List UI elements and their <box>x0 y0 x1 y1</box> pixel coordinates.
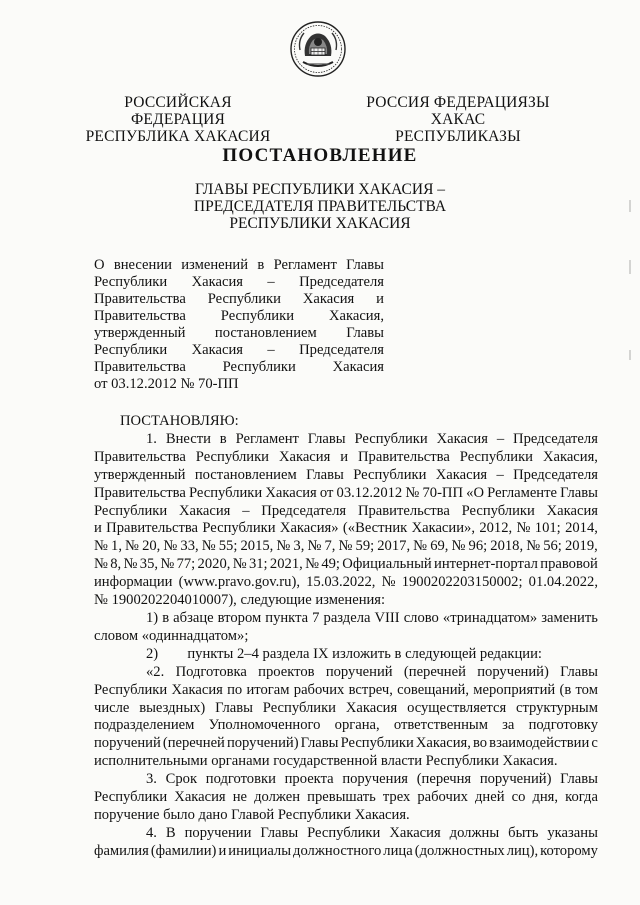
body-word: осуществляется <box>407 699 507 716</box>
body-word: 2018, <box>490 538 524 555</box>
header-right-block <box>366 94 550 145</box>
body-line <box>94 503 598 521</box>
body-word: (фамилии) <box>150 842 217 859</box>
body-word: Регламент <box>235 430 299 447</box>
body-word: итогам <box>246 681 290 698</box>
subject-word: Хакасия <box>302 291 355 307</box>
body-word: № <box>516 520 531 537</box>
body-line <box>94 646 598 664</box>
body-word: В <box>165 824 176 841</box>
body-word: слово <box>403 609 439 626</box>
body-word: Официальный <box>342 556 432 573</box>
subject-word: постановлением <box>214 325 317 341</box>
body-word: 31; <box>248 556 268 573</box>
body-word: Республики <box>340 735 414 752</box>
body-word: должен <box>254 789 301 806</box>
body-word: 8, <box>110 556 122 573</box>
body-word: Республики <box>354 430 428 447</box>
body-word: Главы <box>560 771 598 788</box>
body-line <box>94 467 598 485</box>
body-word: которому <box>540 842 598 859</box>
body-word: в <box>219 430 227 447</box>
body-word: – <box>496 430 505 447</box>
body-word: 77; <box>176 556 196 573</box>
body-word: Хакасия <box>435 466 488 483</box>
subject-word: О <box>94 257 105 273</box>
body-word: Республики <box>262 699 336 716</box>
body-word: 2017, <box>377 538 411 555</box>
body-word: 7, <box>324 538 336 555</box>
subject-line <box>94 257 384 274</box>
body-word: поручений <box>325 663 393 680</box>
body-word: № <box>94 538 108 555</box>
body-word: подготовку <box>528 717 598 734</box>
body-word: Хакасия <box>171 681 223 698</box>
body-word: поручение было дано Главой Республики Хакасия. <box>94 806 410 823</box>
body-word: 15.03.2022, <box>306 574 376 591</box>
body-line <box>94 431 598 449</box>
subject-word: Регламент <box>273 257 337 273</box>
body-word: не <box>232 789 248 806</box>
body-line <box>94 520 598 538</box>
body-word: «тринадцатом» <box>442 609 538 626</box>
body-word: (перечней <box>162 735 225 752</box>
subject-word: Хакасия, <box>328 308 384 324</box>
body-word: – <box>496 466 504 483</box>
body-word: – <box>242 502 250 519</box>
body-word: 70-ПП <box>422 484 464 501</box>
body-word: 20, <box>142 538 161 555</box>
body-word: правовой <box>540 556 598 573</box>
body-word: втором <box>217 609 262 626</box>
body-word: инициалы <box>228 842 292 859</box>
body-word: № <box>381 574 396 591</box>
body-word: 2012, <box>479 520 513 537</box>
body-line <box>94 574 598 592</box>
subject-word: Главы <box>346 325 384 341</box>
subject-line <box>94 274 384 291</box>
body-word: 1. <box>146 430 157 447</box>
body-word: Республики <box>353 466 427 483</box>
body-word: Хакасия <box>389 824 441 841</box>
body-word: (перечней <box>403 663 466 680</box>
body-word: № <box>125 538 139 555</box>
body-word: числе <box>94 699 130 716</box>
body-word: (в <box>559 681 572 698</box>
body-word: № 1900202204010007), следующие изменения: <box>94 592 386 609</box>
body-word: со <box>511 789 526 806</box>
subtitle-line: ПРЕДСЕДАТЕЛЯ ПРАВИТЕЛЬСТВА <box>193 198 447 215</box>
document-subject <box>94 257 384 393</box>
body-word: Хакасия, <box>542 448 598 465</box>
body-word: должностного <box>293 842 382 859</box>
subject-word: в <box>257 257 265 273</box>
body-word: 56; <box>543 538 562 555</box>
header-left-block <box>84 94 272 145</box>
body-word: структурным <box>516 699 598 716</box>
body-word: Председателя <box>513 466 598 483</box>
body-word: дней <box>475 789 505 806</box>
body-word: Хакасии», <box>411 520 475 537</box>
subject-word: Председателя <box>299 342 384 358</box>
subject-word: Правительства <box>94 359 186 375</box>
body-line <box>94 538 598 556</box>
body-word: Главы <box>260 824 299 841</box>
body-line <box>94 753 598 771</box>
body-word: с <box>591 735 598 752</box>
body-line <box>94 825 598 843</box>
body-lines <box>94 431 598 861</box>
body-word: № <box>307 538 322 555</box>
body-word: Главы <box>307 430 346 447</box>
subject-word: внесении <box>113 257 172 273</box>
body-word: 35, <box>139 556 159 573</box>
body-word: утвержденный <box>94 466 186 483</box>
body-word: поручений) <box>479 771 552 788</box>
body-word: постановлением <box>194 466 297 483</box>
body-word: 2020, <box>197 556 231 573</box>
subject-word: Хакасия <box>332 359 384 375</box>
body-word: № <box>526 538 541 555</box>
subject-word: – <box>267 274 275 290</box>
header-left-line1: РОССИЙСКАЯ ФЕДЕРАЦИЯ <box>124 94 232 128</box>
body-line <box>94 735 598 753</box>
body-word: заменить <box>541 609 598 626</box>
body-word: Правительства <box>94 484 186 501</box>
body-word: поручений <box>94 735 161 752</box>
header-left-line2: РЕСПУБЛИКА ХАКАСИЯ <box>85 128 271 145</box>
body-word: Республики <box>94 789 168 806</box>
body-word: проекта <box>284 771 334 788</box>
body-word: Регламенте <box>487 484 557 501</box>
body-word: «2. <box>146 663 165 680</box>
subject-line <box>94 325 384 342</box>
subject-word: изменений <box>181 257 249 273</box>
body-word: Хакасия <box>179 502 231 519</box>
body-word: 2014, <box>565 520 598 537</box>
body-word: Главы <box>215 699 253 716</box>
body-word: 55; <box>218 538 238 555</box>
body-word: Республики <box>195 448 269 465</box>
subject-word: и <box>376 291 384 307</box>
document-subtitle <box>170 181 470 232</box>
body-word: дня, <box>532 789 559 806</box>
body-word: 01.04.2022, <box>528 574 598 591</box>
subject-word: Правительства <box>94 291 186 307</box>
body-word: встреч, <box>348 681 393 698</box>
body-word: фамилия <box>94 842 149 859</box>
body-word: 7 <box>312 609 320 626</box>
body-word: 2019, <box>564 538 598 555</box>
body-word: № <box>276 538 291 555</box>
body-line <box>94 556 598 574</box>
body-word: и <box>340 448 349 465</box>
body-word: мероприятий <box>473 681 556 698</box>
body-word: за <box>502 717 515 734</box>
body-word: № <box>201 538 216 555</box>
subject-word: Хакасия <box>191 342 243 358</box>
body-word: 69, <box>430 538 449 555</box>
body-word: рабочих <box>417 789 468 806</box>
subject-word: Хакасия <box>191 274 243 290</box>
body-word: рабочих <box>293 681 345 698</box>
body-word: интернет-портал <box>434 556 538 573</box>
subject-line <box>94 359 384 376</box>
subject-word: Правительства <box>94 308 186 324</box>
body-word: проектов <box>258 663 315 680</box>
body-word: Республики <box>461 502 535 519</box>
body-word: № <box>94 556 108 573</box>
body-word: 1900202203150002; <box>401 574 523 591</box>
body-word: 2021, <box>269 556 303 573</box>
subject-word: Главы <box>346 257 384 273</box>
body-word: Главы <box>300 735 339 752</box>
subject-line <box>94 342 384 359</box>
body-line <box>94 610 598 628</box>
body-word: Республики <box>94 681 168 698</box>
body-word: и <box>94 520 102 537</box>
subject-line <box>94 308 384 325</box>
body-word: Председателя <box>513 430 598 447</box>
subject-word: Республики <box>220 308 295 324</box>
body-line <box>94 789 598 807</box>
body-word: Срок <box>165 771 198 788</box>
subtitle-line: ГЛАВЫ РЕСПУБЛИКИ ХАКАСИЯ – <box>194 181 446 198</box>
body-word: 3. <box>146 771 157 788</box>
body-word: № <box>338 538 353 555</box>
body-line <box>94 700 598 718</box>
body-word: Правительства <box>357 502 450 519</box>
subject-word: утвержденный <box>94 325 186 341</box>
body-word: Главы <box>560 484 598 501</box>
body-word: 3, <box>293 538 305 555</box>
body-word: № <box>123 556 138 573</box>
body-word: по <box>227 681 243 698</box>
body-word: 4. <box>146 824 157 841</box>
subject-word: – <box>267 342 275 358</box>
body-word: взаимодействии <box>489 735 590 752</box>
body-word: и <box>218 842 227 859</box>
body-word: № <box>451 538 466 555</box>
body-word: словом «одиннадцатом»; <box>94 627 249 644</box>
body-line <box>94 628 598 646</box>
body-word: 59; <box>355 538 375 555</box>
body-word: в <box>162 609 170 626</box>
body-word: поручений) <box>226 735 299 752</box>
body-word: подготовки <box>205 771 276 788</box>
body-word: Председателя <box>261 502 347 519</box>
body-line <box>94 449 598 467</box>
body-word: (должностных <box>414 842 505 859</box>
subject-word: от 03.12.2012 № 70-ПП <box>94 376 239 392</box>
body-word: пункта <box>265 609 309 626</box>
body-word: быть <box>508 824 539 841</box>
body-word: когда <box>565 789 598 806</box>
body-word: Хакасия <box>278 448 331 465</box>
coat-of-arms-emblem <box>289 20 347 78</box>
body-word: («Вестник <box>342 520 408 537</box>
body-word: Внести <box>165 430 211 447</box>
body-word: 1) <box>146 609 159 626</box>
body-word: Главы <box>560 663 598 680</box>
body-word: Главы <box>306 466 344 483</box>
subject-word: Республики <box>94 342 168 358</box>
body-word: № <box>232 556 247 573</box>
body-word: Хакасия, <box>415 735 471 752</box>
body-word: Хакасия» <box>279 520 339 537</box>
body-word: 96; <box>468 538 488 555</box>
body-word: Правительства <box>106 520 198 537</box>
document-title: ПОСТАНОВЛЕНИЕ <box>222 145 418 166</box>
body-word: поручения <box>342 771 408 788</box>
body-word: 49; <box>321 556 340 573</box>
body-line <box>94 682 598 700</box>
resolve-heading: ПОСТАНОВЛЯЮ: <box>120 413 239 429</box>
body-word: поручений) <box>477 663 549 680</box>
body-word: Республики <box>189 484 263 501</box>
body-word: Республики <box>202 520 276 537</box>
body-line <box>94 843 598 861</box>
body-word: Хакасия <box>436 430 488 447</box>
margin-marks <box>626 200 634 400</box>
body-line <box>94 807 598 825</box>
body-word: лиц), <box>506 842 539 859</box>
subject-word: Республики <box>94 274 168 290</box>
body-word: Правительства <box>358 448 450 465</box>
body-word: № <box>160 556 175 573</box>
body-line <box>94 664 598 682</box>
body-word: Уполномоченного <box>208 717 321 734</box>
subtitle-line: РЕСПУБЛИКИ ХАКАСИЯ <box>229 215 411 232</box>
body-word: Хакасия <box>345 699 398 716</box>
subject-word: Республики <box>207 291 281 307</box>
body-word: том <box>575 681 598 698</box>
body-word: (перечня <box>416 771 472 788</box>
document-body <box>94 413 598 861</box>
subject-line <box>94 376 384 393</box>
body-word: выездных) <box>139 699 206 716</box>
body-word: подразделением <box>94 717 195 734</box>
body-word: 101; <box>534 520 561 537</box>
body-word: раздела <box>323 609 371 626</box>
body-word: лица <box>383 842 413 859</box>
body-line <box>94 592 598 610</box>
body-word: № <box>413 538 428 555</box>
header-right-line1: РОССИЯ ФЕДЕРАЦИЯЗЫ <box>366 94 550 111</box>
body-word: Правительства <box>94 448 186 465</box>
body-word: Подготовка <box>175 663 247 680</box>
body-word: трех <box>382 789 411 806</box>
body-word: во <box>472 735 488 752</box>
body-word: Республики <box>94 502 168 519</box>
body-word: 1, <box>111 538 122 555</box>
body-word: Хакасия <box>265 484 317 501</box>
body-word: исполнительными органами государственной власти Республики Хакасия. <box>94 753 558 770</box>
body-word: ответственным <box>393 717 488 734</box>
body-word: 2015, <box>240 538 274 555</box>
body-word: от <box>319 484 334 501</box>
subject-line <box>94 291 384 308</box>
body-word: информации <box>94 574 173 591</box>
body-word: «О <box>466 484 485 501</box>
body-word: Хакасия <box>546 502 598 519</box>
body-word: 2) пункты 2–4 раздела IX изложить в следующей редакции: <box>146 645 542 662</box>
body-word: VIII <box>374 609 400 626</box>
body-word: № <box>163 538 178 555</box>
body-word: (www.pravo.gov.ru), <box>178 574 300 591</box>
body-line <box>94 717 598 735</box>
body-word: должны <box>449 824 500 841</box>
body-word: Республики <box>459 448 533 465</box>
subject-word: Председателя <box>299 274 384 290</box>
body-word: 03.12.2012 <box>336 484 403 501</box>
subject-word: Республики <box>222 359 296 375</box>
body-word: органа, <box>334 717 380 734</box>
body-word: превышать <box>307 789 376 806</box>
body-word: поручении <box>184 824 252 841</box>
body-word: указаны <box>547 824 598 841</box>
body-word: совещаний, <box>397 681 469 698</box>
body-word: № <box>405 484 420 501</box>
body-line <box>94 485 598 503</box>
body-word: 33, <box>180 538 199 555</box>
body-word: абзаце <box>173 609 214 626</box>
body-word: Республики <box>307 824 381 841</box>
body-word: № <box>305 556 320 573</box>
body-word: Хакасия <box>174 789 226 806</box>
header-right-line2: ХАКАС РЕСПУБЛИКАЗЫ <box>395 111 521 145</box>
body-line <box>94 771 598 789</box>
